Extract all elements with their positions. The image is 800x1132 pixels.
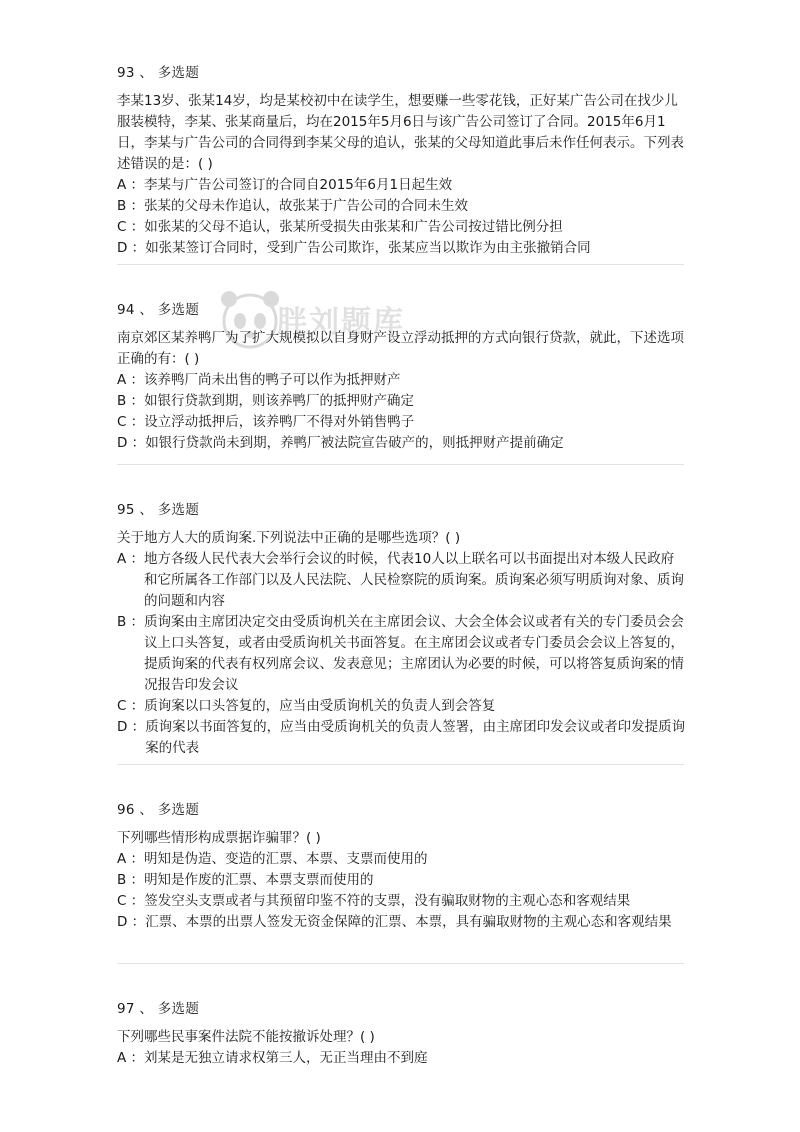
option-b[interactable] [117,196,687,217]
option-letter: A ： [117,1050,145,1066]
question-stem: 关于地方人大的质询案.下列说法中正确的是哪些选项？( ) [117,530,461,546]
question-stem: 下列哪些情形构成票据诈骗罪？( ) [117,830,321,846]
question-95 [117,500,687,759]
option-text: 质询案由主席团决定交由受质询机关在主席团会议、大会全体会议或者有关的专门委员会会议上口头答复，或者由受质询机关书面答复。在主席团会议或者专门委员会会议上答复的，提质询案的代表有权列席会议、发表意见；主席团认为必要的时候，可以将答复质询案的情况报告印发会议 [144,614,685,693]
question-94 [117,300,687,454]
watermark-text: 胖刘题库 [277,305,405,340]
option-a[interactable] [117,549,687,612]
option-text: 明知是作废的汇票、本票支票而使用的 [144,872,374,888]
question-header: 94 、 多选题 [117,302,200,318]
option-text: 地方各级人民代表大会举行会议的时候，代表10人以上联名可以书面提出对本级人民政府和它所属各工作部门以及人民法院、人民检察院的质询案。质询案必须写明质询对象、质询的问题和内容 [144,551,685,609]
question-header: 97 、 多选题 [117,1001,200,1017]
question-stem: 李某13岁、张某14岁，均是某校初中在读学生，想要赚一些零花钱，正好某广告公司在找少儿服装模特，李某、张某商量后，均在2015年5月6日与该广告公司签订了合同。2015年6月1日，李某与广告公司的合同得到李某父母的追认，张某的父母知道此事后未作任何表示。下列表述错误的是：( ) [117,93,684,172]
option-text: 如银行贷款到期，则该养鸭厂的抵押财产确定 [144,393,415,409]
divider [117,264,684,265]
option-text: 刘某是无独立请求权第三人，无正当理由不到庭 [144,1050,428,1066]
option-a[interactable] [117,1048,687,1069]
question-stem: 下列哪些民事案件法院不能按撤诉处理？( ) [117,1029,375,1045]
option-a[interactable] [117,175,687,196]
option-d[interactable] [117,717,687,759]
option-text: 张某的父母未作追认，故张某于广告公司的合同未生效 [144,198,469,214]
divider [117,963,684,964]
option-letter: B ： [117,614,145,630]
option-text: 该养鸭厂尚未出售的鸭子可以作为抵押财产 [144,372,401,388]
option-text: 汇票、本票的出票人签发无资金保障的汇票、本票，具有骗取财物的主观心态和客观结果 [145,914,672,930]
option-letter: B ： [117,872,145,888]
option-b[interactable] [117,612,687,696]
option-letter: D ： [117,914,146,930]
question-header: 96 、 多选题 [117,802,200,818]
option-c[interactable] [117,412,687,433]
option-letter: A ： [117,372,145,388]
option-b[interactable] [117,870,687,891]
option-letter: B ： [117,198,145,214]
option-c[interactable] [117,696,687,717]
question-header: 95 、 多选题 [117,502,200,518]
option-letter: D ： [117,240,146,256]
option-text: 如张某的父母不追认，张某所受损失由张某和广告公司按过错比例分担 [144,219,563,235]
question-93 [117,63,687,259]
option-d[interactable] [117,912,687,933]
option-text: 签发空头支票或者与其预留印鉴不符的支票，没有骗取财物的主观心态和客观结果 [144,893,631,909]
option-letter: A ： [117,551,145,567]
option-letter: A ： [117,177,145,193]
option-text: 设立浮动抵押后，该养鸭厂不得对外销售鸭子 [144,414,415,430]
option-text: 质询案以口头答复的，应当由受质询机关的负责人到会答复 [144,698,496,714]
question-97 [117,999,687,1069]
option-a[interactable] [117,370,687,391]
option-b[interactable] [117,391,687,412]
question-stem: 南京郊区某养鸭厂为了扩大规模拟以自身财产设立浮动抵押的方式向银行贷款，就此，下述选项正确的有：( ) [117,330,684,367]
option-text: 如张某签订合同时，受到广告公司欺诈，张某应当以欺诈为由主张撤销合同 [145,240,591,256]
option-a[interactable] [117,849,687,870]
option-text: 李某与广告公司签订的合同自2015年6月1日起生效 [144,177,453,193]
option-letter: A ： [117,851,145,867]
divider [117,764,684,765]
option-letter: C ： [117,893,145,909]
option-d[interactable] [117,238,687,259]
option-d[interactable] [117,433,687,454]
question-header: 93 、 多选题 [117,65,200,81]
option-text: 质询案以书面答复的，应当由受质询机关的负责人签署，由主席团印发会议或者印发提质询案的代表 [145,719,686,756]
option-letter: C ： [117,219,145,235]
option-c[interactable] [117,891,687,912]
option-letter: C ： [117,414,145,430]
option-letter: B ： [117,393,145,409]
option-letter: D ： [117,435,146,451]
question-96 [117,800,687,933]
option-c[interactable] [117,217,687,238]
option-text: 如银行贷款尚未到期，养鸭厂被法院宣告破产的，则抵押财产提前确定 [145,435,564,451]
option-letter: D ： [117,719,146,735]
divider [117,464,684,465]
option-text: 明知是伪造、变造的汇票、本票、支票而使用的 [144,851,428,867]
option-letter: C ： [117,698,145,714]
